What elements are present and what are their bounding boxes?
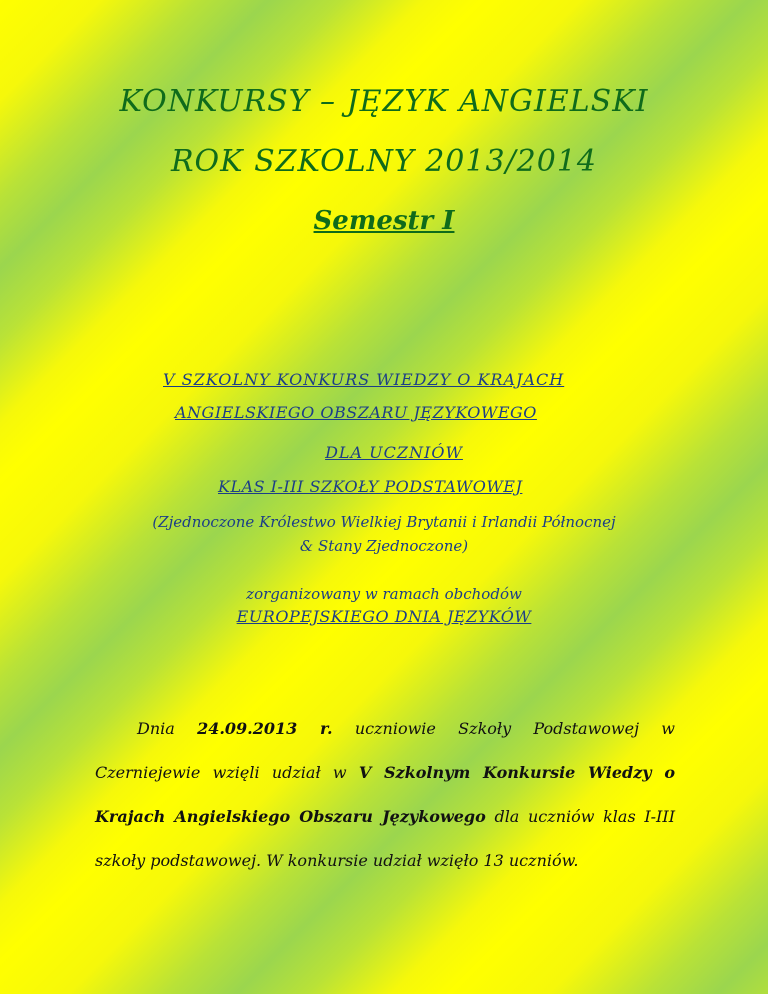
page-title: KONKURSY – JĘZYK ANGIELSKI [119,84,649,119]
contest-name: V Szkolnym Konkursie Wiedzy o Krajach Angielskiego Obszaru Językowego [95,763,675,826]
school-year-title: ROK SZKOLNY 2013/2014 [170,144,598,179]
para-text-3: dla uczniów klas I-III szkoły podstawowej. W konkursie udział wzięło 13 uczniów. [95,807,676,870]
countries-line-2: & Stany Zjednoczone) [299,537,469,555]
para-text-2: uczniowie Szkoły Podstawowej w Czerniejewie wzięli udział w [95,719,675,782]
contest-title-line-1: V SZKOLNY KONKURS WIEDZY O KRAJACH [163,370,565,389]
report-paragraph [95,707,675,883]
event-name: EUROPEJSKIEGO DNIA JĘZYKÓW [236,607,532,626]
contest-date: 24.09.2013 r. [197,719,333,738]
contest-title-line-3 [0,443,768,462]
contest-audience: DLA UCZNIÓW [325,443,463,462]
contest-title-line-4: KLAS I-III SZKOŁY PODSTAWOWEJ [218,477,523,496]
contest-title-line-2: ANGIELSKIEGO OBSZARU JĘZYKOWEGO [175,403,537,422]
para-text-1: Dnia [137,719,198,738]
semester-heading: Semestr I [313,206,455,236]
organized-note: zorganizowany w ramach obchodów [246,585,522,603]
countries-line-1: (Zjednoczone Królestwo Wielkiej Brytanii i Irlandii Północnej [152,513,616,531]
